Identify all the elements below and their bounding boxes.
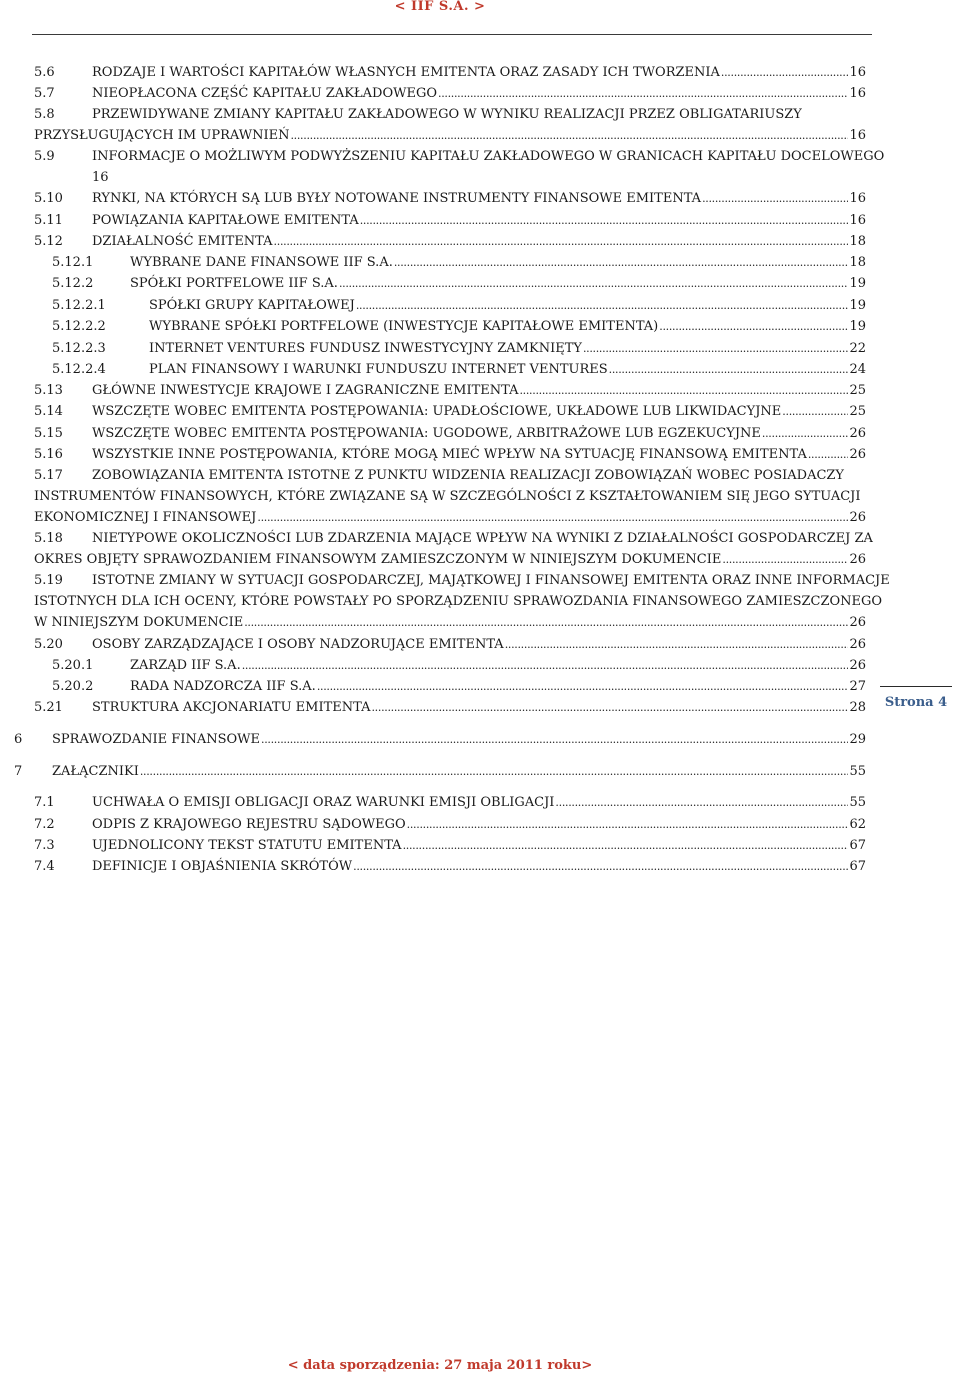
toc-entry-title: SPRAWOZDANIE FINANSOWE — [52, 732, 261, 747]
toc-page-number: 16 — [849, 213, 866, 228]
toc-page-number: 18 — [849, 255, 866, 270]
dot-leader — [762, 423, 849, 444]
toc-page-number: 26 — [849, 615, 866, 630]
toc-entry-title: UCHWAŁA O EMISJI OBLIGACJI ORAZ WARUNKI EMISJI OBLIGACJI — [92, 795, 555, 810]
toc-entry-number: 5.12.1 — [52, 255, 94, 270]
page-footer: < data sporządzenia: 27 maja 2011 roku> — [287, 1358, 593, 1373]
toc-page-number: 25 — [849, 404, 866, 419]
toc-entry-number: 7.2 — [34, 817, 55, 832]
toc-entry-number: 5.14 — [34, 404, 63, 419]
toc-page-number: 26 — [849, 510, 866, 525]
toc-entry-title: WSZCZĘTE WOBEC EMITENTA POSTĘPOWANIA: UPADŁOŚCIOWE, UKŁADOWE LUB LIKWIDACYJNE — [92, 404, 782, 419]
toc-entry-title: SPÓŁKI GRUPY KAPITAŁOWEJ — [149, 298, 355, 313]
toc-entry-title: ZARZĄD IIF S.A. — [130, 658, 241, 673]
dot-leader — [519, 380, 848, 401]
toc-entry-number: 5.20 — [34, 637, 63, 652]
toc-entry-title: ODPIS Z KRAJOWEGO REJESTRU SĄDOWEGO — [92, 817, 406, 832]
toc-entry-title: WSZCZĘTE WOBEC EMITENTA POSTĘPOWANIA: UGODOWE, ARBITRAŻOWE LUB EGZEKUCYJNE — [92, 426, 761, 441]
toc-entry-title: UJEDNOLICONY TEKST STATUTU EMITENTA — [92, 838, 402, 853]
toc-entry-number: 5.12 — [34, 234, 63, 249]
dot-leader — [808, 444, 849, 465]
toc-entry-title: INTERNET VENTURES FUNDUSZ INWESTYCYJNY ZAMKNIĘTY — [149, 341, 582, 356]
toc-page-number: 16 — [849, 65, 866, 80]
toc-page-number: 16 — [849, 128, 866, 143]
toc-entry-title: INFORMACJE O MOŻLIWYM PODWYŻSZENIU KAPITAŁU ZAKŁADOWEGO W GRANICACH KAPITAŁU DOCELOWEGO — [92, 149, 885, 164]
toc-entry-title: PLAN FINANSOWY I WARUNKI FUNDUSZU INTERNET VENTURES — [149, 362, 608, 377]
toc-page-number: 62 — [849, 817, 866, 832]
dot-leader — [242, 655, 849, 676]
toc-page-number: 16 — [92, 170, 109, 185]
toc-entry-number: 7.1 — [34, 795, 55, 810]
dot-leader — [261, 729, 848, 750]
toc-page-number: 22 — [849, 341, 866, 356]
toc-entry-number: 5.20.2 — [52, 679, 94, 694]
toc-entry-number: 5.10 — [34, 191, 63, 206]
toc-page-number: 67 — [849, 859, 866, 874]
toc-entry-number: 5.12.2.4 — [52, 362, 106, 377]
toc-entry-title: WSZYSTKIE INNE POSTĘPOWANIA, KTÓRE MOGĄ MIEĆ WPŁYW NA SYTUACJĘ FINANSOWĄ EMITENTA — [92, 447, 807, 462]
side-rule — [880, 686, 952, 687]
dot-leader — [274, 231, 849, 252]
toc-entry-number: 5.12.2.3 — [52, 341, 106, 356]
dot-leader — [609, 359, 849, 380]
toc-page-number: 19 — [849, 298, 866, 313]
toc-entry-number: 7.4 — [34, 859, 55, 874]
dot-leader — [339, 273, 849, 294]
toc-page-number: 19 — [849, 319, 866, 334]
toc-entry-title: STRUKTURA AKCJONARIATU EMITENTA — [92, 700, 371, 715]
dot-leader — [244, 612, 848, 633]
toc-entry-title: EKONOMICZNEJ I FINANSOWEJ — [34, 510, 257, 525]
toc-page-number: 27 — [849, 679, 866, 694]
toc-entry-title: RADA NADZORCZA IIF S.A. — [130, 679, 316, 694]
page-number-label: Strona 4 — [884, 695, 948, 710]
dot-leader — [140, 761, 849, 782]
toc-entry-number: 5.17 — [34, 468, 63, 483]
toc-entry-title: WYBRANE SPÓŁKI PORTFELOWE (INWESTYCJE KAPITAŁOWE EMITENTA) — [149, 319, 659, 334]
toc-entry-title: DZIAŁALNOŚĆ EMITENTA — [92, 234, 273, 249]
toc-entry-title: ZOBOWIĄZANIA EMITENTA ISTOTNE Z PUNKTU WIDZENIA REALIZACJI ZOBOWIĄZAŃ WOBEC POSIADACZY — [92, 468, 845, 483]
toc-page-number: 29 — [849, 732, 866, 747]
toc-entry-title: RODZAJE I WARTOŚCI KAPITAŁÓW WŁASNYCH EMITENTA ORAZ ZASADY ICH TWORZENIA — [92, 65, 720, 80]
dot-leader — [394, 252, 849, 273]
toc-entry-number: 5.12.2 — [52, 276, 94, 291]
toc-page-number: 16 — [849, 86, 866, 101]
toc-page-number: 26 — [849, 552, 866, 567]
toc-entry-title: NIETYPOWE OKOLICZNOŚCI LUB ZDARZENIA MAJĄCE WPŁYW NA WYNIKI Z DZIAŁALNOŚCI GOSPODARCZEJ ZA — [92, 531, 873, 546]
toc-page-number: 67 — [849, 838, 866, 853]
toc-entry-title: ZAŁĄCZNIKI — [52, 764, 139, 779]
toc-page-number: 18 — [849, 234, 866, 249]
toc-entry-number: 7 — [14, 764, 23, 779]
toc-page-number: 19 — [849, 276, 866, 291]
toc-entry-title: ISTOTNE ZMIANY W SYTUACJI GOSPODARCZEJ, MAJĄTKOWEJ I FINANSOWEJ EMITENTA ORAZ INNE INFORMACJE — [92, 573, 890, 588]
toc-entry-title: RYNKI, NA KTÓRYCH SĄ LUB BYŁY NOTOWANE INSTRUMENTY FINANSOWE EMITENTA — [92, 191, 702, 206]
toc-entry-number: 5.13 — [34, 383, 63, 398]
toc-entry-number: 5.19 — [34, 573, 63, 588]
dot-leader — [721, 62, 849, 83]
toc-entry-title: NIEOPŁACONA CZĘŚĆ KAPITAŁU ZAKŁADOWEGO — [92, 86, 437, 101]
dot-leader — [257, 507, 848, 528]
toc-entry-number: 5.6 — [34, 65, 55, 80]
dot-leader — [722, 549, 848, 570]
toc-entry-title: ISTOTNYCH DLA ICH OCENY, KTÓRE POWSTAŁY PO SPORZĄDZENIU SPRAWOZDANIA FINANSOWEGO ZAMIESZCZONEGO — [34, 594, 883, 609]
toc-entry-number: 5.12.2.2 — [52, 319, 106, 334]
toc-entry-title: INSTRUMENTÓW FINANSOWYCH, KTÓRE ZWIĄZANE SĄ W SZCZEGÓLNOŚCI Z KSZTAŁTOWANIEM SIĘ JEGO SYTUACJI — [34, 489, 861, 504]
dot-leader — [371, 697, 848, 718]
toc-entry-title: PRZYSŁUGUJĄCYCH IM UPRAWNIEŃ — [34, 128, 290, 143]
toc-entry-title: W NINIEJSZYM DOKUMENCIE — [34, 615, 244, 630]
toc-page-number: 24 — [849, 362, 866, 377]
toc-entry-title: POWIĄZANIA KAPITAŁOWE EMITENTA — [92, 213, 359, 228]
dot-leader — [659, 316, 848, 337]
dot-leader — [583, 338, 849, 359]
dot-leader — [353, 856, 848, 877]
dot-leader — [702, 188, 848, 209]
toc-entry-number: 6 — [14, 732, 23, 747]
toc-page-number: 16 — [849, 191, 866, 206]
dot-leader — [438, 83, 848, 104]
dot-leader — [407, 814, 849, 835]
toc-page-number: 26 — [849, 658, 866, 673]
toc-entry-title: WYBRANE DANE FINANSOWE IIF S.A. — [130, 255, 393, 270]
toc-entry-title: GŁÓWNE INWESTYCJE KRAJOWE I ZAGRANICZNE EMITENTA — [92, 383, 519, 398]
dot-leader — [505, 634, 849, 655]
dot-leader — [356, 295, 849, 316]
dot-leader — [555, 792, 848, 813]
header-rule — [32, 34, 872, 35]
toc-page-number: 26 — [849, 447, 866, 462]
toc-entry-number: 5.7 — [34, 86, 55, 101]
toc-page-number: 55 — [849, 795, 866, 810]
page-header: < IIF S.A. > — [394, 0, 486, 14]
toc-entry-title: PRZEWIDYWANE ZMIANY KAPITAŁU ZAKŁADOWEGO W WYNIKU REALIZACJI PRZEZ OBLIGATARIUSZY — [92, 107, 802, 122]
toc-entry-number: 5.18 — [34, 531, 63, 546]
toc-page-number: 28 — [849, 700, 866, 715]
toc-entry-number: 5.8 — [34, 107, 55, 122]
toc-entry-number: 5.11 — [34, 213, 63, 228]
toc-entry-number: 5.15 — [34, 426, 63, 441]
toc-entry-title: DEFINICJE I OBJAŚNIENIA SKRÓTÓW — [92, 859, 353, 874]
toc-entry-number: 5.9 — [34, 149, 55, 164]
toc-entry-number: 5.20.1 — [52, 658, 94, 673]
dot-leader — [403, 835, 849, 856]
toc-entry-number: 5.12.2.1 — [52, 298, 106, 313]
toc-page-number: 26 — [849, 637, 866, 652]
dot-leader — [782, 401, 848, 422]
toc-page-number: 26 — [849, 426, 866, 441]
toc-page-number: 25 — [849, 383, 866, 398]
toc-entry-number: 5.16 — [34, 447, 63, 462]
dot-leader — [360, 210, 849, 231]
toc-entry-title: OKRES OBJĘTY SPRAWOZDANIEM FINANSOWYM ZAMIESZCZONYM W NINIEJSZYM DOKUMENCIE — [34, 552, 722, 567]
toc-entry-number: 5.21 — [34, 700, 63, 715]
toc-entry-title: SPÓŁKI PORTFELOWE IIF S.A. — [130, 276, 338, 291]
toc-entry-number: 7.3 — [34, 838, 55, 853]
toc-entry-title: OSOBY ZARZĄDZAJĄCE I OSOBY NADZORUJĄCE EMITENTA — [92, 637, 504, 652]
dot-leader — [317, 676, 849, 697]
dot-leader — [290, 125, 848, 146]
toc-page-number: 55 — [849, 764, 866, 779]
